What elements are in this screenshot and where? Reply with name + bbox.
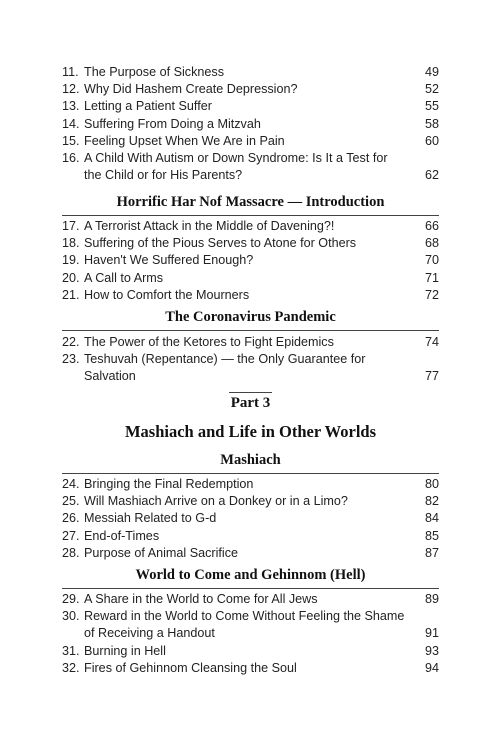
part-title: Mashiach and Life in Other Worlds bbox=[124, 422, 377, 441]
entry-title: Letting a Patient Suffer bbox=[84, 99, 212, 114]
entry-number: 13. bbox=[62, 99, 80, 114]
section-divider bbox=[62, 215, 439, 216]
entry-number: 27. bbox=[62, 528, 80, 543]
entry-page: 49 bbox=[424, 65, 439, 79]
entry-page: 52 bbox=[424, 82, 439, 97]
entry-title: Reward in the World to Come Without Feeling the Shame of Receiving a Handout bbox=[84, 609, 405, 641]
entry-number: 21. bbox=[62, 287, 80, 302]
entry-title: The Power of the Ketores to Fight Epidemics bbox=[84, 335, 334, 349]
entry-page: 55 bbox=[424, 99, 439, 114]
entry-page: 82 bbox=[424, 494, 439, 509]
entry-page: 93 bbox=[424, 643, 439, 658]
entry-page: 70 bbox=[424, 253, 439, 268]
section-heading: Mashiach bbox=[220, 452, 281, 468]
toc-entry bbox=[62, 510, 439, 527]
entry-title: Why Did Hashem Create Depression? bbox=[84, 82, 298, 97]
entry-page: 89 bbox=[424, 592, 439, 606]
toc-entry bbox=[62, 252, 439, 269]
entry-page: 60 bbox=[424, 133, 439, 148]
entry-number: 17. bbox=[62, 219, 80, 233]
entry-number: 25. bbox=[62, 494, 80, 509]
toc-entry bbox=[62, 287, 439, 304]
toc-entry bbox=[62, 608, 439, 642]
section-heading: World to Come and Gehinnom (Hell) bbox=[135, 567, 366, 583]
toc-entry bbox=[62, 98, 439, 115]
entry-title: Teshuvah (Repentance) — the Only Guarantee for Salvation bbox=[84, 352, 366, 384]
entry-title: Will Mashiach Arrive on a Donkey or in a Limo? bbox=[84, 494, 348, 509]
entry-number: 16. bbox=[62, 151, 80, 166]
toc-block-continued bbox=[62, 64, 439, 184]
toc-entry bbox=[62, 150, 439, 184]
toc-entry bbox=[62, 545, 439, 562]
entry-number: 14. bbox=[62, 116, 80, 131]
entry-title: Feeling Upset When We Are in Pain bbox=[84, 133, 285, 148]
entry-title: Fires of Gehinnom Cleansing the Soul bbox=[84, 660, 297, 675]
part-heading bbox=[62, 392, 439, 442]
toc-entry bbox=[62, 476, 439, 493]
entry-page: 74 bbox=[424, 335, 439, 349]
toc-entry bbox=[62, 643, 439, 660]
entry-title: Bringing the Final Redemption bbox=[84, 477, 254, 491]
toc-entry bbox=[62, 133, 439, 150]
entry-page: 62 bbox=[424, 168, 439, 183]
entry-title: Suffering From Doing a Mitzvah bbox=[84, 116, 261, 131]
section-mashiach bbox=[62, 451, 439, 562]
entry-title: Haven't We Suffered Enough? bbox=[84, 253, 254, 268]
entry-number: 30. bbox=[62, 609, 80, 624]
entry-number: 32. bbox=[62, 660, 80, 675]
toc-entry bbox=[62, 81, 439, 98]
entry-title: Suffering of the Pious Serves to Atone for Others bbox=[84, 236, 357, 251]
entry-page: 77 bbox=[424, 369, 439, 384]
entry-number: 23. bbox=[62, 352, 80, 367]
entry-title: A Share in the World to Come for All Jews bbox=[84, 592, 318, 606]
entry-title: Messiah Related to G-d bbox=[84, 511, 217, 526]
toc-entry bbox=[62, 334, 439, 351]
toc-entry bbox=[62, 218, 439, 235]
part-label: Part 3 bbox=[229, 392, 273, 412]
entry-number: 12. bbox=[62, 82, 80, 97]
entry-page: 58 bbox=[424, 116, 439, 131]
entry-title: A Child With Autism or Down Syndrome: Is It a Test for the Child or for His Parents? bbox=[84, 151, 388, 183]
toc-entry bbox=[62, 591, 439, 608]
section-world-to-come bbox=[62, 566, 439, 677]
entry-number: 31. bbox=[62, 643, 80, 658]
entry-number: 29. bbox=[62, 592, 80, 606]
entry-page: 66 bbox=[424, 219, 439, 233]
toc-entry bbox=[62, 351, 439, 385]
toc-entry bbox=[62, 270, 439, 287]
section-divider bbox=[62, 330, 439, 331]
section-har-nof bbox=[62, 193, 439, 304]
entry-number: 19. bbox=[62, 253, 80, 268]
entry-number: 11. bbox=[62, 65, 79, 79]
entry-page: 71 bbox=[424, 270, 439, 285]
section-heading: The Coronavirus Pandemic bbox=[165, 309, 336, 325]
entry-page: 94 bbox=[424, 660, 439, 675]
section-divider bbox=[62, 473, 439, 474]
entry-page: 91 bbox=[424, 626, 439, 641]
toc-entry bbox=[62, 493, 439, 510]
toc-entry bbox=[62, 528, 439, 545]
section-coronavirus bbox=[62, 308, 439, 386]
toc-entry bbox=[62, 235, 439, 252]
entry-number: 28. bbox=[62, 545, 80, 560]
entry-title: A Call to Arms bbox=[84, 270, 164, 285]
toc-entry bbox=[62, 64, 439, 81]
section-divider bbox=[62, 588, 439, 589]
toc-entry bbox=[62, 116, 439, 133]
entry-title: A Terrorist Attack in the Middle of Davening?! bbox=[84, 219, 335, 233]
entry-number: 15. bbox=[62, 133, 80, 148]
entry-page: 85 bbox=[424, 528, 439, 543]
section-heading: Horrific Har Nof Massacre — Introduction bbox=[116, 194, 385, 210]
entry-number: 20. bbox=[62, 270, 80, 285]
entry-title: The Purpose of Sickness bbox=[84, 65, 225, 79]
entry-page: 80 bbox=[424, 477, 439, 491]
entry-page: 87 bbox=[424, 545, 439, 560]
entry-title: Purpose of Animal Sacrifice bbox=[84, 545, 238, 560]
entry-title: Burning in Hell bbox=[84, 643, 166, 658]
entry-page: 68 bbox=[424, 236, 439, 251]
entry-number: 18. bbox=[62, 236, 80, 251]
entry-title: How to Comfort the Mourners bbox=[84, 287, 250, 302]
entry-page: 72 bbox=[424, 287, 439, 302]
toc-entry bbox=[62, 660, 439, 677]
entry-number: 22. bbox=[62, 335, 80, 349]
entry-number: 26. bbox=[62, 511, 80, 526]
entry-page: 84 bbox=[424, 511, 439, 526]
entry-title: End-of-Times bbox=[84, 528, 160, 543]
entry-number: 24. bbox=[62, 477, 80, 491]
